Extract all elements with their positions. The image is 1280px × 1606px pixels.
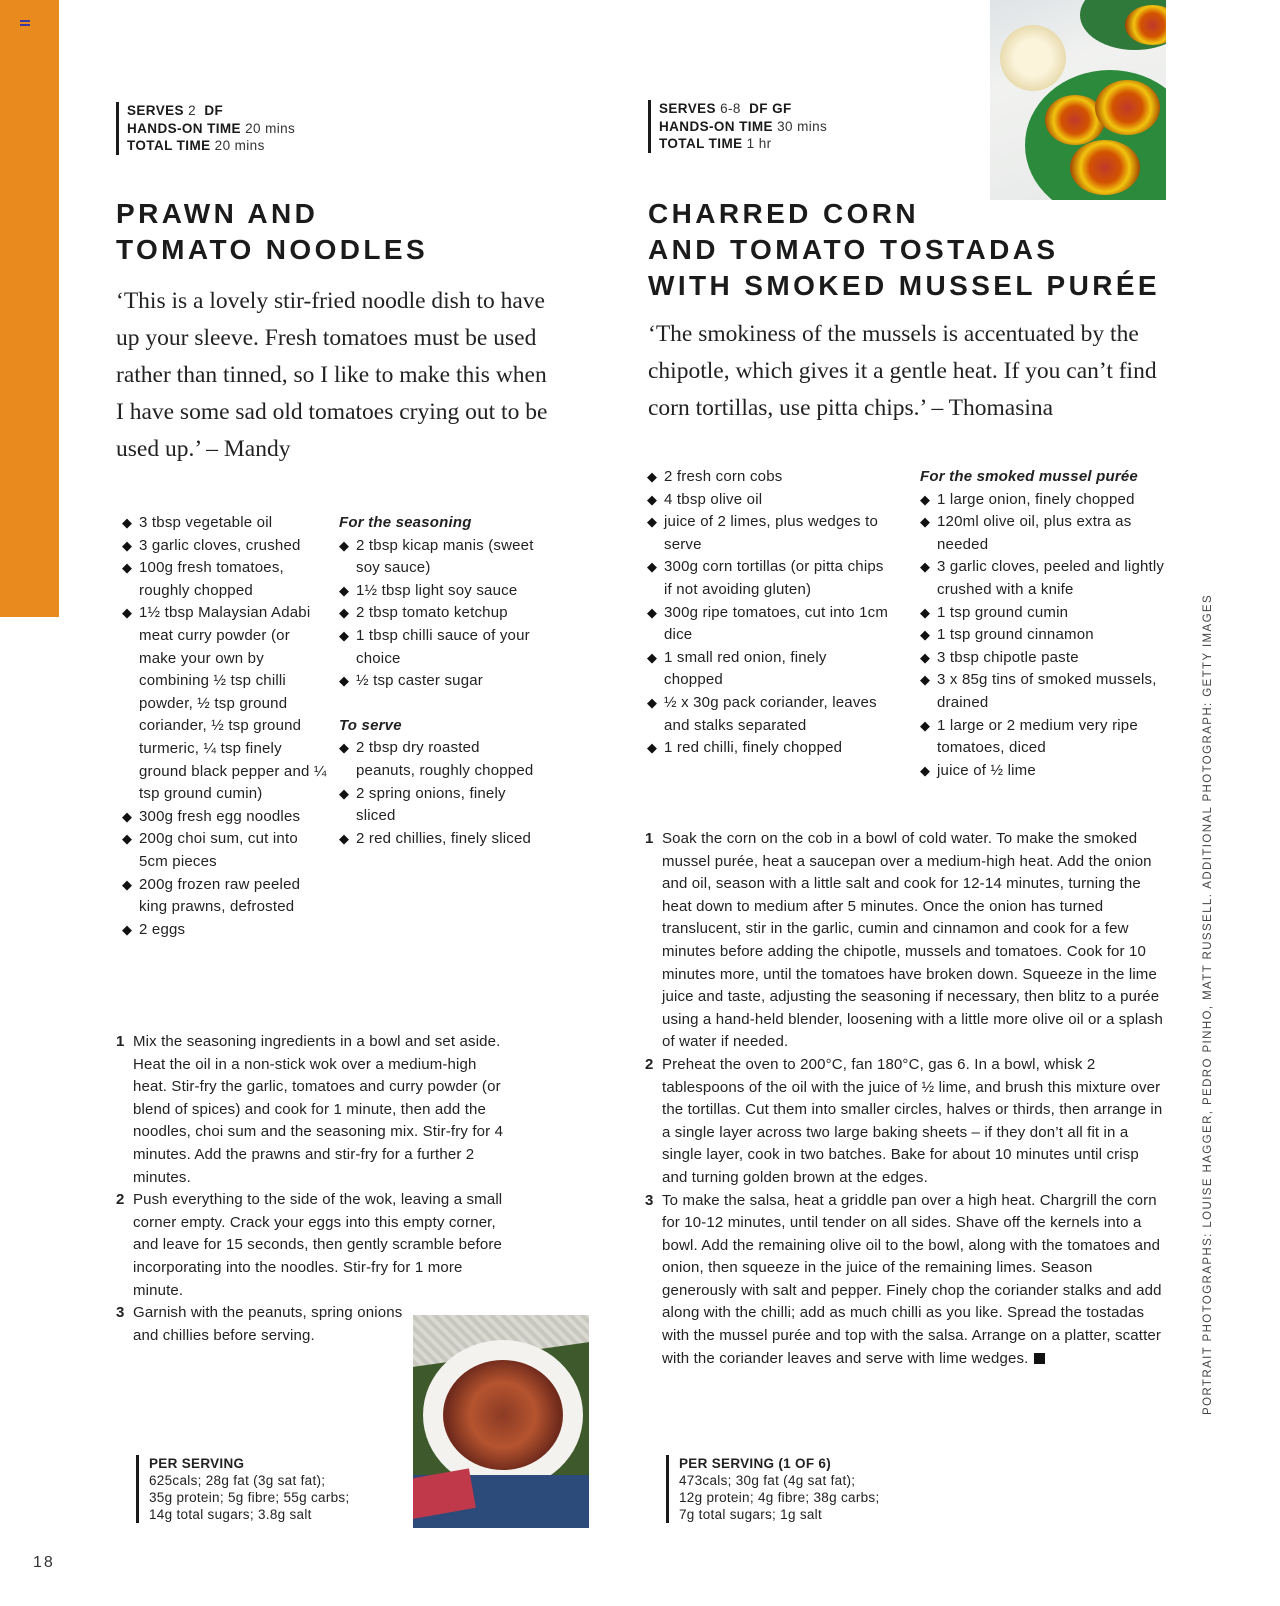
per-serving-heading: PER SERVING xyxy=(149,1456,245,1471)
ingredient-item: ◆ 1½ tbsp Malaysian Adabi meat curry powder (or make your own by combining ½ tsp chilli powder, ½ tsp ground coriander, ½ tsp ground turmeric, ¼ tsp finely ground black pepper and ¼ tsp ground cumin) xyxy=(122,602,327,805)
total-time-label: TOTAL TIME xyxy=(659,136,743,151)
ingredient-item: ◆ ½ x 30g pack coriander, leaves and stalks separated xyxy=(647,692,889,737)
method-step: 2 Push everything to the side of the wok, leaving a small corner empty. Crack your eggs into this empty corner, and leave for 15 seconds, then gently scramble before incorporating into the noodles. Stir-fry for 1 more minute. xyxy=(116,1191,503,1299)
puree-heading: For the smoked mussel purée xyxy=(920,468,1138,485)
photo-credit: PORTRAIT PHOTOGRAPHS: LOUISE HAGGER, PEDRO PINHO, MATT RUSSELL. ADDITIONAL PHOTOGRAPH: GETTY IMAGES xyxy=(1202,593,1214,1415)
noodles-photo xyxy=(413,1315,589,1528)
serves-label: SERVES xyxy=(127,103,184,118)
ingredient-item: ◆ 200g frozen raw peeled king prawns, defrosted xyxy=(122,874,327,919)
ingredient-item: ◆ 120ml olive oil, plus extra as needed xyxy=(920,511,1170,556)
ingredient-item: ◆ 3 tbsp chipotle paste xyxy=(920,647,1170,670)
hands-on-label: HANDS-ON TIME xyxy=(659,118,773,134)
ingredient-item: ◆ 3 garlic cloves, crushed xyxy=(122,535,327,558)
ingredient-item: ◆ 1 large or 2 medium very ripe tomatoes, diced xyxy=(920,715,1170,760)
ingredient-item: ◆ 2 spring onions, finely sliced xyxy=(339,783,539,828)
right-per-serving: PER SERVING (1 OF 6) 473cals; 30g fat (4g sat fat); 12g protein; 4g fibre; 38g carbs; 7g total sugars; 1g salt xyxy=(666,1455,880,1523)
ingredient-item: ◆ 200g choi sum, cut into 5cm pieces xyxy=(122,828,327,873)
per-serving-heading: PER SERVING (1 OF 6) xyxy=(679,1456,832,1471)
ingredient-item: ◆ 2 tbsp dry roasted peanuts, roughly chopped xyxy=(339,737,539,782)
diet-tags: DF GF xyxy=(749,101,792,116)
method-step: 3 To make the salsa, heat a griddle pan over a high heat. Chargrill the corn for 10-12 minutes, until tender on all sides. Shave off the kernels into a bowl. Add the remaining olive oil to the bowl, along with the tomatoes and onion, then squeeze in the juice of the remaining limes. Season generously with salt and pepper. Finely chop the coriander stalks and add along with the chilli; add as much chilli as you like. Spread the tostadas with the mussel purée and top with the salsa. Arrange on a platter, scatter with the coriander leaves and serve with lime wedges. xyxy=(645,1191,1162,1367)
total-time-label: TOTAL TIME xyxy=(127,138,211,153)
serves-label: SERVES xyxy=(659,101,716,116)
ingredient-item: ◆ 300g corn tortillas (or pitta chips if not avoiding gluten) xyxy=(647,556,889,601)
orange-side-bar xyxy=(0,0,59,617)
right-puree-ingredients xyxy=(920,466,1170,782)
ingredient-item: ◆ 1 tbsp chilli sauce of your choice xyxy=(339,625,539,670)
end-mark-icon xyxy=(1034,1353,1045,1364)
method-step: 1 Mix the seasoning ingredients in a bowl and set aside. Heat the oil in a non-stick wok over a medium-high heat. Stir-fry the garlic, tomatoes and curry powder (or blend of spices) and cook for 1 minute, then add the noodles, choi sum and the seasoning mix. Stir-fry for 4 minutes. Add the prawns and stir-fry for a further 2 minutes. xyxy=(116,1033,504,1186)
page-number: 18 xyxy=(33,1554,55,1571)
ingredient-item: ◆ 300g ripe tomatoes, cut into 1cm dice xyxy=(647,602,889,647)
total-time-value: 20 mins xyxy=(214,138,265,153)
hands-on-value: 20 mins xyxy=(245,120,296,136)
ingredient-item: ◆ 1 red chilli, finely chopped xyxy=(647,737,889,760)
ingredient-item: ◆ ½ tsp caster sugar xyxy=(339,670,539,693)
ingredient-item: ◆ 3 tbsp vegetable oil xyxy=(122,512,327,535)
tostadas-photo xyxy=(990,0,1166,200)
ingredient-item: ◆ 1½ tbsp light soy sauce xyxy=(339,580,539,603)
right-method xyxy=(645,828,1168,1370)
diet-tags: DF xyxy=(204,103,224,118)
method-step: 2 Preheat the oven to 200°C, fan 180°C, gas 6. In a bowl, whisk 2 tablespoons of the oil with the juice of ½ lime, and brush this mixture over the tortillas. Cut them into smaller circles, halves or thirds, then arrange in a single layer across two large baking sheets – if they don’t all fit in a single layer, cook in two batches. Bake for about 10 minutes until crisp and turning golden brown at the edges. xyxy=(645,1055,1163,1186)
serves-value: 2 xyxy=(188,103,197,118)
ingredient-item: ◆ 2 tbsp kicap manis (sweet soy sauce) xyxy=(339,535,539,580)
right-recipe-title: CHARRED CORN AND TOMATO TOSTADAS WITH SMOKED MUSSEL PURÉE xyxy=(648,198,1161,301)
right-ingredients xyxy=(647,466,889,760)
hands-on-value: 30 mins xyxy=(777,118,828,134)
left-recipe-intro: ‘This is a lovely stir-fried noodle dish to have up your sleeve. Fresh tomatoes must be used rather than tinned, so I like to make this when I have some sad old tomatoes crying out to be used up.’ – Mandy xyxy=(116,288,548,462)
right-recipe-meta xyxy=(648,100,827,153)
left-recipe-title: PRAWN AND TOMATO NOODLES xyxy=(116,198,429,265)
ingredient-item: ◆ juice of 2 limes, plus wedges to serve xyxy=(647,511,889,556)
ingredient-item: ◆ 4 tbsp olive oil xyxy=(647,489,889,512)
left-ingredients xyxy=(122,512,327,941)
ingredient-item: ◆ 300g fresh egg noodles xyxy=(122,806,327,829)
ingredient-item: ◆ 2 fresh corn cobs xyxy=(647,466,889,489)
method-step: 1 Soak the corn on the cob in a bowl of cold water. To make the smoked mussel purée, heat a saucepan over a medium-high heat. Add the onion and oil, season with a little salt and cook for 12-14 minutes, turning the heat down to medium after 5 minutes. Once the onion has turned translucent, stir in the garlic, cumin and cinnamon and cook for a few minutes before adding the chipotle, mussels and tomatoes. Cook for 10 minutes more, until the tomatoes have broken down. Squeeze in the lime juice and taste, adjusting the seasoning if necessary, then blitz to a purée using a hand-held blender, loosening with a little more olive oil or a splash of water if needed. xyxy=(645,830,1164,1051)
method-step: 3 Garnish with the peanuts, spring onions and chillies before serving. xyxy=(116,1304,403,1344)
ingredient-item: ◆ 1 large onion, finely chopped xyxy=(920,489,1170,512)
serve-heading: To serve xyxy=(339,716,402,734)
menu-icon xyxy=(20,20,30,28)
ingredient-item: ◆ 1 small red onion, finely chopped xyxy=(647,647,889,692)
left-per-serving: PER SERVING 625cals; 28g fat (3g sat fat); 35g protein; 5g fibre; 55g carbs; 14g total sugars; 3.8g salt xyxy=(136,1455,350,1523)
seasoning-heading: For the seasoning xyxy=(339,514,472,531)
ingredient-item: ◆ juice of ½ lime xyxy=(920,760,1170,783)
ingredient-item: ◆ 3 garlic cloves, peeled and lightly crushed with a knife xyxy=(920,556,1170,601)
hands-on-label: HANDS-ON TIME xyxy=(127,120,241,136)
ingredient-item: ◆ 1 tsp ground cinnamon xyxy=(920,624,1170,647)
total-time-value: 1 hr xyxy=(746,136,772,151)
right-recipe-intro: ‘The smokiness of the mussels is accentuated by the chipotle, which gives it a gentle heat. If you can’t find corn tortillas, use pitta chips.’ – Thomasina xyxy=(648,321,1157,421)
left-seasoning-and-serve xyxy=(339,512,539,850)
ingredient-item: ◆ 2 eggs xyxy=(122,919,327,942)
ingredient-item: ◆ 100g fresh tomatoes, roughly chopped xyxy=(122,557,327,602)
ingredient-item: ◆ 3 x 85g tins of smoked mussels, drained xyxy=(920,669,1170,714)
serves-value: 6-8 xyxy=(720,101,741,116)
left-recipe-meta xyxy=(116,102,295,155)
left-method xyxy=(116,1031,512,1347)
ingredient-item: ◆ 2 red chillies, finely sliced xyxy=(339,828,539,851)
ingredient-item: ◆ 2 tbsp tomato ketchup xyxy=(339,602,539,625)
ingredient-item: ◆ 1 tsp ground cumin xyxy=(920,602,1170,625)
